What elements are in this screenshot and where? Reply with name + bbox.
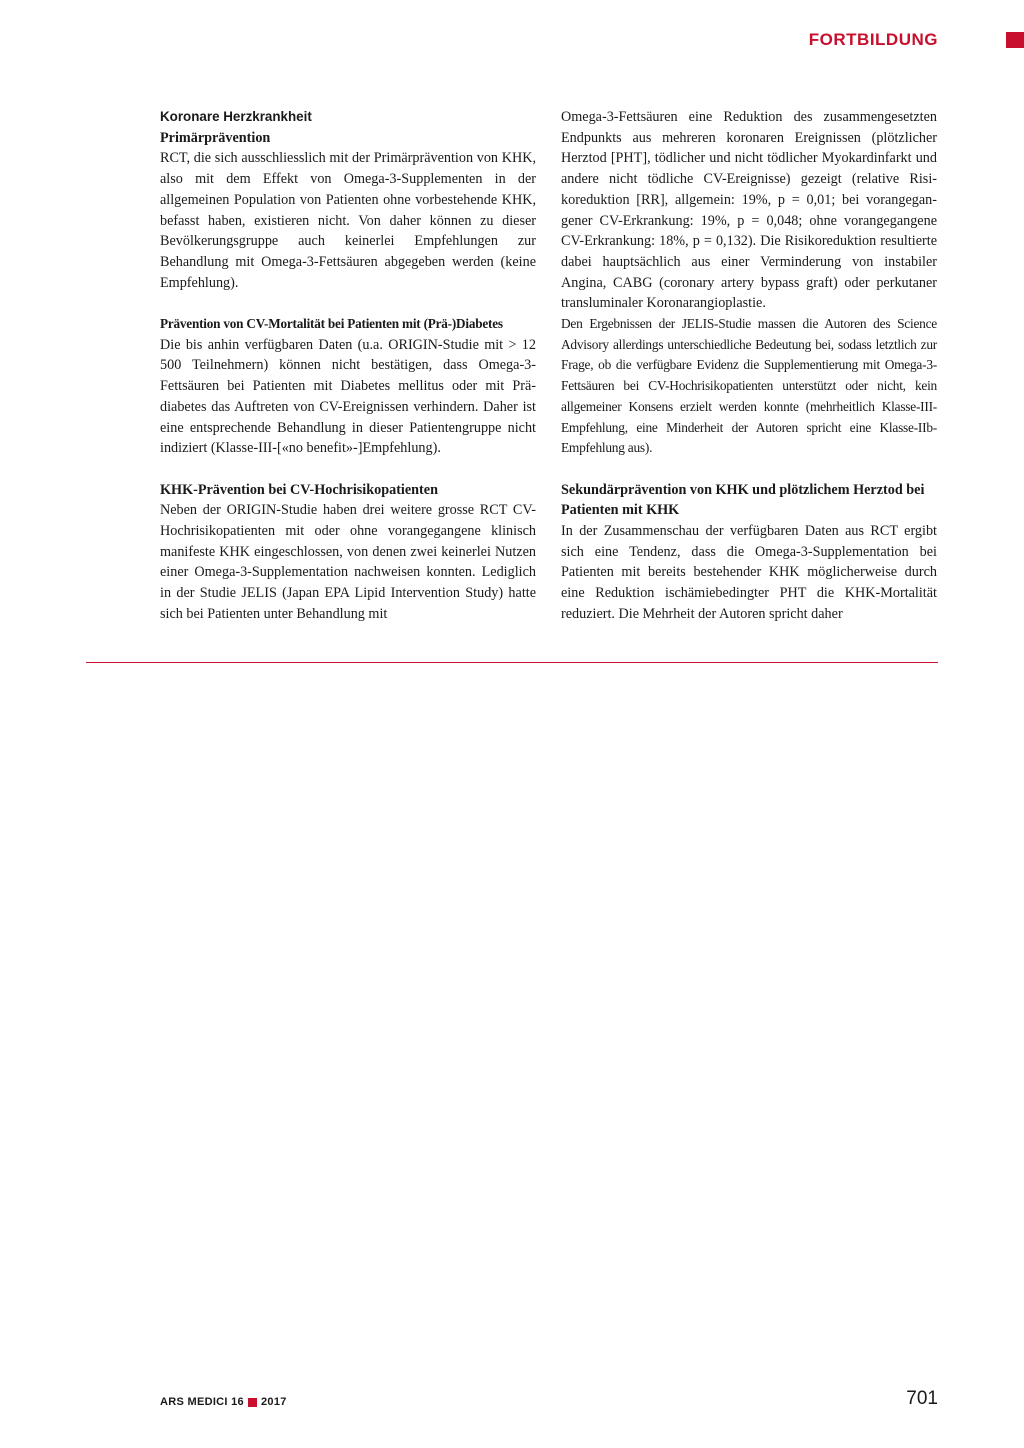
right-column	[561, 107, 937, 625]
heading-high-risk-prevention: KHK-Prävention bei CV-Hochrisikopatienten	[160, 481, 438, 498]
paragraph-primary-prevention: RCT, die sich ausschliesslich mit der Primärprävention von KHK, also mit dem Effekt von Omega-3-Supplementen in der allgemeinen Population von Patienten ohne vorbestehende KHK, befasst haben, existieren nicht. Von daher können zu dieser Bevölkerungsgruppe auch keinerlei Empfehlungen zur Behandlung mit Omega-3-Fettsäuren abgegeben werden (keine Empfehlung).	[160, 150, 536, 291]
spacer	[160, 293, 536, 314]
section-marker-square	[1006, 32, 1024, 48]
section-divider	[86, 662, 938, 663]
journal-year: 2017	[260, 1396, 287, 1408]
journal-name: ARS MEDICI 16	[160, 1396, 244, 1408]
spacer	[160, 459, 536, 480]
heading-secondary-prevention: Sekundärprävention von KHK und plötzlichem Herztod bei Patienten mit KHK	[561, 481, 925, 519]
heading-coronary-heart-disease: Koronare Herzkrankheit	[160, 109, 312, 124]
paragraph-high-risk-prevention: Neben der ORIGIN-Studie haben drei weitere grosse RCT CV-Hochrisikopatienten mit oder ohne vorangegangene klinisch manifeste KHK eingeschlossen, von denen zwei keinerlei Nutzen einer Omega-3-Supplementation nachweisen konnten. Lediglich in der Studie JELIS (Japan EPA Lipid Intervention Study) hatte sich bei Patienten unter Behandlung mit	[160, 502, 536, 622]
paragraph-jelis-results: Omega-3-Fettsäuren eine Reduktion des zusammengesetzten Endpunkts aus mehreren koronaren Ereignissen (plötzlicher Herztod [PHT], tödlicher und nicht tödlicher Myokardinfarkt und andere nicht tödliche CV-Ereignisse) gezeigt (relative Risikoreduktion [RR], allgemein: 19%, p = 0,01; bei vorangegangener CV-Erkrankung: 19%, p = 0,048; ohne vorangegangene CV-Erkrankung: 18%, p = 0,132). Die Risikoreduktion resultierte dabei hauptsächlich aus einer Verminderung von instabiler Angina, CABG (coronary artery bypass graft) oder perkutaner transluminaler Koronarangioplastie.	[561, 109, 937, 312]
heading-primary-prevention: Primärprävention	[160, 129, 271, 146]
left-column	[160, 107, 536, 625]
paragraph-science-advisory: Den Ergebnissen der JELIS-Studie massen die Autoren des Science Advisory allerdings unterschiedliche Bedeutung bei, sodass letztlich zur Frage, ob die verfügbare Evidenz die Supplementierung mit Omega-3-Fettsäuren bei CV-Hochrisikopatienten unterstützt oder nicht, kein allgemeiner Konsens erzielt werden konnte (mehrheitlich Klasse-III-Empfehlung, eine Minderheit der Autoren spricht eine Klasse-IIb-Empfehlung aus).	[561, 316, 937, 456]
spacer	[561, 459, 937, 480]
section-label: FORTBILDUNG	[808, 30, 938, 49]
footer-journal	[160, 1396, 287, 1408]
footer-marker-square	[248, 1398, 257, 1407]
paragraph-diabetes-prevention: Die bis anhin verfügbaren Daten (u.a. ORIGIN-Studie mit > 12 500 Teilnehmern) können nicht bestätigen, dass Omega-3-Fettsäuren bei Patienten mit Diabetes mellitus oder mit Prädiabetes das Auftreten von CV-Ereignissen verhindern. Daher ist eine entsprechende Behandlung in dieser Patientengruppe nicht indiziert (Klasse-III-[«no benefit»-]Empfehlung).	[160, 336, 536, 457]
paragraph-secondary-prevention: In der Zusammenschau der verfügbaren Daten aus RCT ergibt sich eine Tendenz, dass die Omega-3-Supplementation bei Patienten mit bereits bestehender KHK möglicherweise durch eine Reduktion ischämiebedingter PHT die KHK-Mortalität reduziert. Die Mehrheit der Autoren spricht daher	[561, 523, 937, 622]
page-number: 701	[906, 1388, 938, 1409]
heading-diabetes-prevention: Prävention von CV-Mortalität bei Patienten mit (Prä-)Diabetes	[160, 316, 503, 332]
